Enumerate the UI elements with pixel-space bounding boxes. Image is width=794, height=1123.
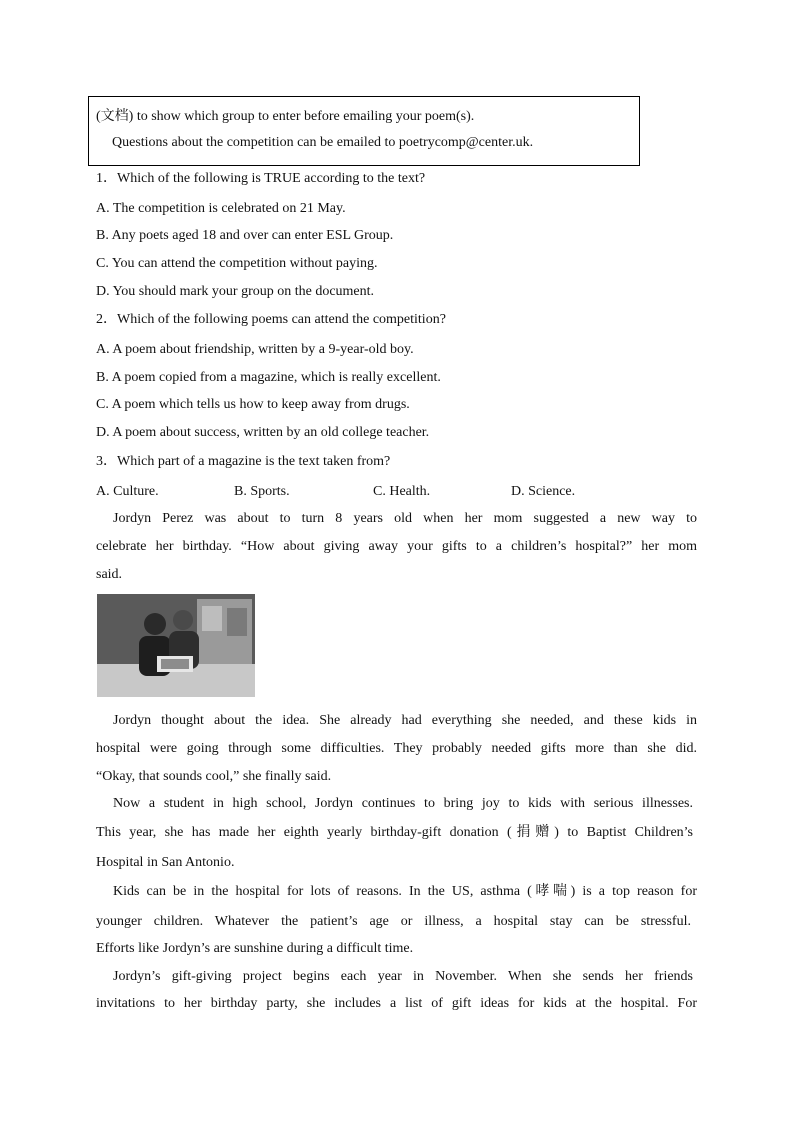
q3-option-d: D. Science. [511, 484, 576, 499]
box-line-2: Questions about the competition can be emailed to poetrycomp@center.uk. [112, 135, 534, 150]
passage-p4-line-2: younger children. Whatever the patient’s age or illness, a hospital stay can be stressful. [96, 914, 691, 929]
passage-p2-line-2: hospital were going through some difficulties. They probably needed gifts more than she did. [96, 741, 697, 756]
passage-p3-line-3: Hospital in San Antonio. [96, 855, 235, 870]
q3-option-c: C. Health. [373, 484, 431, 499]
passage-p5-line-1: Jordyn’s gift-giving project begins each year in November. When she sends her friends [113, 969, 693, 984]
q2-option-a: A. A poem about friendship, written by a 9-year-old boy. [96, 342, 414, 357]
passage-p1-line-2: celebrate her birthday. “How about giving away your gifts to a children’s hospital?” her mom [96, 539, 697, 554]
q2-option-d: D. A poem about success, written by an old college teacher. [96, 425, 430, 440]
q1-option-b: B. Any poets aged 18 and over can enter ESL Group. [96, 228, 394, 243]
passage-p3-line-2: This year, she has made her eighth yearly birthday-gift donation (捐赠) to Baptist Children’s [96, 825, 693, 840]
q3-option-b: B. Sports. [234, 484, 290, 499]
passage-p1-line-1: Jordyn Perez was about to turn 8 years old when her mom suggested a new way to [113, 511, 697, 526]
q1-option-d: D. You should mark your group on the document. [96, 284, 375, 299]
question-2: 2．Which of the following poems can attend the competition? [96, 312, 446, 327]
question-3: 3．Which part of a magazine is the text taken from? [96, 454, 391, 469]
passage-p1-line-3: said. [96, 567, 123, 582]
q1-option-c: C. You can attend the competition without paying. [96, 256, 378, 271]
q3-option-a: A. Culture. [96, 484, 159, 499]
q2-option-b: B. A poem copied from a magazine, which is really excellent. [96, 370, 441, 385]
competition-info-box [88, 96, 640, 166]
box-line-1: (文档) to show which group to enter before emailing your poem(s). [96, 109, 475, 124]
passage-p5-line-2: invitations to her birthday party, she includes a list of gift ideas for kids at the hospital. For [96, 996, 697, 1011]
passage-p2-line-3: “Okay, that sounds cool,” she finally said. [96, 769, 332, 784]
question-1: 1．Which of the following is TRUE according to the text? [96, 171, 426, 186]
passage-p3-line-1: Now a student in high school, Jordyn continues to bring joy to kids with serious illnesses. [113, 796, 693, 811]
passage-p4-line-1: Kids can be in the hospital for lots of reasons. In the US, asthma (哮喘) is a top reason for [113, 884, 697, 899]
passage-p4-line-3: Efforts like Jordyn’s are sunshine during a difficult time. [96, 941, 414, 956]
passage-p2-line-1: Jordyn thought about the idea. She already had everything she needed, and these kids in [113, 713, 697, 728]
birthday-donation-photo [97, 594, 255, 697]
q2-option-c: C. A poem which tells us how to keep away from drugs. [96, 397, 410, 412]
q1-option-a: A. The competition is celebrated on 21 May. [96, 201, 346, 216]
